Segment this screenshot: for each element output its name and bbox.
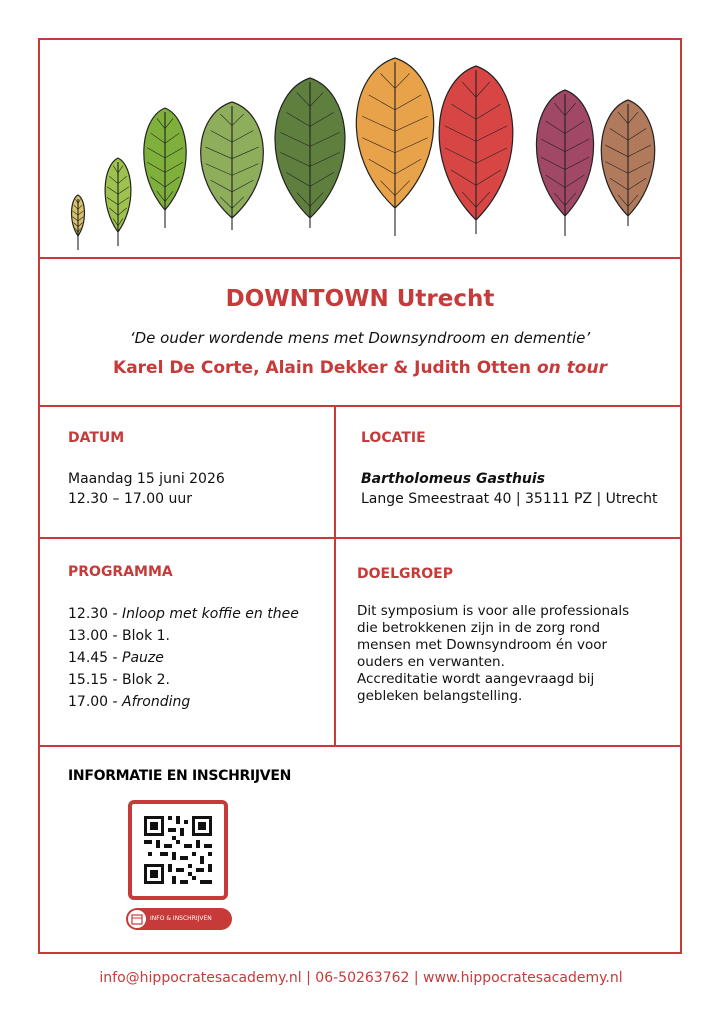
qr-code[interactable] [128,800,228,900]
programma-time: 13.00 - [68,628,123,644]
leaf-shape [144,108,186,228]
doelgroep-text [357,603,629,705]
divider-bottom [38,745,682,747]
programma-item [68,603,299,625]
leaf-shape [439,66,513,234]
locatie-venue: Bartholomeus Gasthuis [361,471,546,487]
programma-label: Blok 2. [122,672,171,688]
event-subtitle: ‘De ouder wordende mens met Downsyndroom en dementie’ [129,329,591,347]
doelgroep-line: mensen met Downsyndroom én voor [357,637,608,653]
leaf-shape [201,102,264,230]
programma-time: 12.30 - [68,606,123,622]
calendar-icon [128,910,146,928]
locatie-address: Lange Smeestraat 40 | 35111 PZ | Utrecht [361,491,658,507]
page-title: DOWNTOWN Utrecht [225,286,495,312]
speakers-suffix: on tour [536,358,607,378]
doelgroep-line: gebleken belangstelling. [357,688,523,704]
divider-title [38,405,682,407]
speakers-line [40,358,680,378]
info-heading: INFORMATIE EN INSCHRIJVEN [68,768,292,784]
leaf-shape [356,58,433,236]
leaf-shape [105,158,131,246]
datum-time: 12.30 – 17.00 uur [68,491,193,507]
info-signup-button[interactable] [126,908,232,930]
doelgroep-line: Accreditatie wordt aangevraagd bij [357,671,595,687]
programma-item [68,647,299,669]
programma-label: Afronding [122,694,191,710]
qr-pattern [132,804,224,896]
speakers-names: Karel De Corte, Alain Dekker & Judith Otten [113,358,532,378]
programma-time: 15.15 - [68,672,123,688]
datum-heading: DATUM [68,430,125,446]
programma-time: 14.45 - [68,650,123,666]
leaf-shape [601,100,654,226]
programma-list [68,603,299,713]
programma-label: Inloop met koffie en thee [122,606,299,622]
divider-center [334,405,336,747]
leaf-shape [72,195,85,250]
footer-contact[interactable]: info@hippocratesacademy.nl | 06-50263762 | www.hippocratesacademy.nl [99,970,623,986]
programma-time: 17.00 - [68,694,123,710]
leaves-illustration [40,40,680,258]
programma-item [68,669,299,691]
locatie-heading: LOCATIE [361,430,426,446]
programma-item [68,691,299,713]
doelgroep-line: Dit symposium is voor alle professionals [357,603,630,619]
doelgroep-line: ouders en verwanten. [357,654,505,670]
programma-label: Blok 1. [122,628,171,644]
programma-item [68,625,299,647]
title-block [40,260,680,405]
leaf-shape [536,90,593,236]
doelgroep-heading: DOELGROEP [357,566,454,582]
programma-label: Pauze [122,650,164,666]
programma-heading: PROGRAMMA [68,564,173,580]
datum-date: Maandag 15 juni 2026 [68,471,225,487]
info-signup-label: INFO & INSCHRIJVEN [150,915,212,922]
doelgroep-line: die betrokkenen zijn in de zorg rond [357,620,601,636]
leaf-shape [275,78,345,228]
divider-mid [38,537,682,539]
